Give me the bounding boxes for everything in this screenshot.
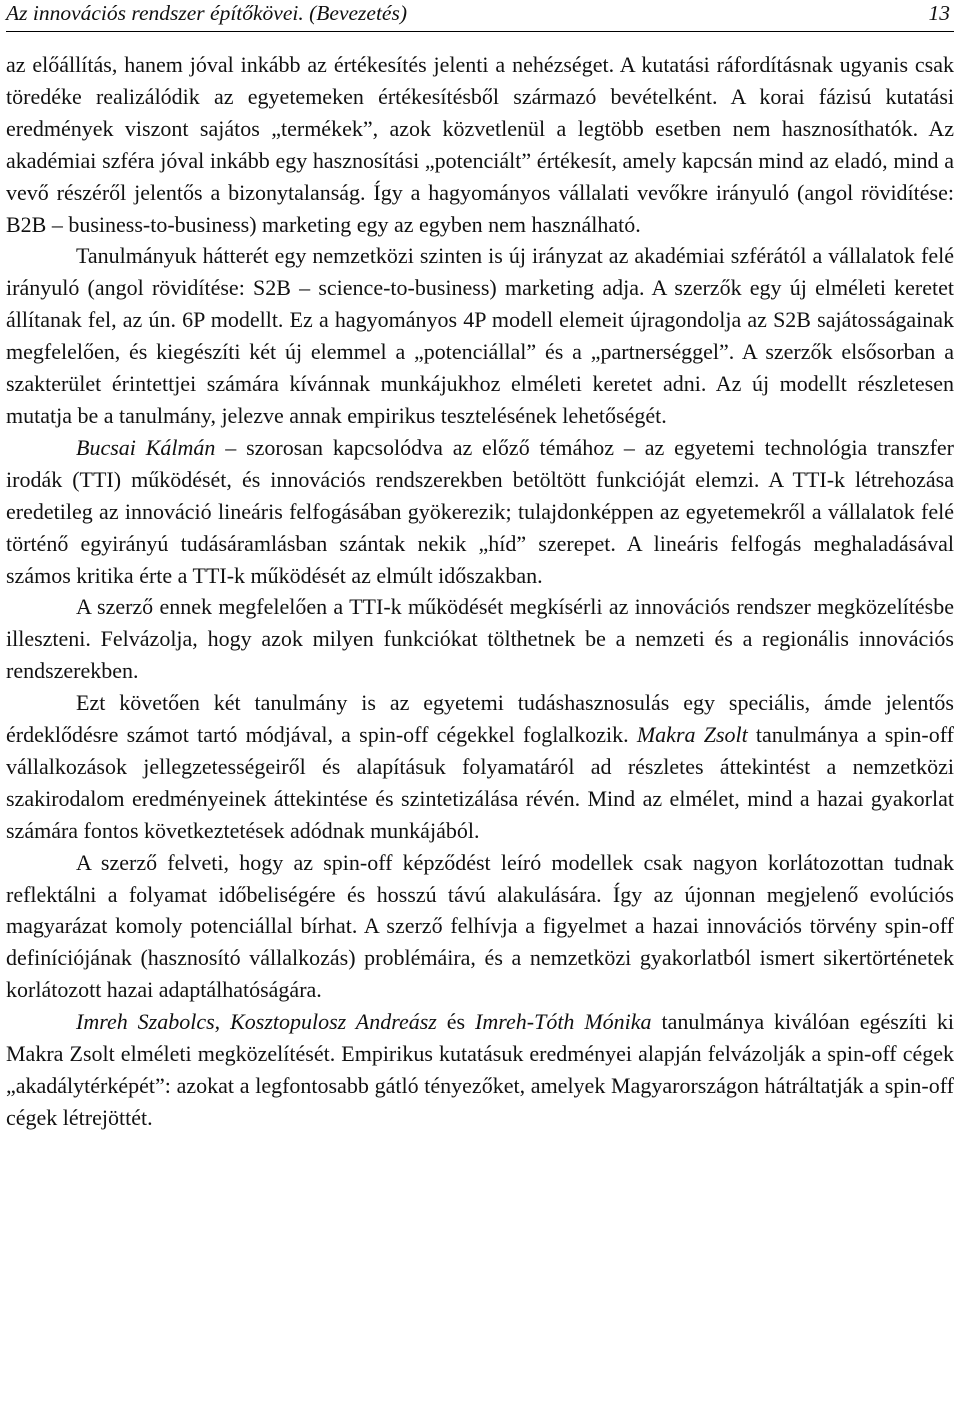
paragraph-text: A szerző felveti, hogy az spin-off képződést leíró modellek csak nagyon korlátozottan tudnak reflektálni a folyamat időbeliségére és hosszú távú alakulására. Így az újonnan megjelenő evolúciós magyarázat komoly potenciállal bírhat. A szerző felhívja a figyelmet a hazai innovációs törvény spin-off definíciójának (hasznosító vállalkozás) problémáira, és a nemzetközi gyakorlatból ismert sikertörténetek korlátozott hazai adaptálhatóságára. bbox=[6, 849, 954, 1003]
page-number: 13 bbox=[928, 1, 950, 25]
paragraph-7 bbox=[6, 1006, 954, 1134]
paragraph-2 bbox=[6, 240, 954, 431]
author-name: Makra Zsolt bbox=[636, 722, 748, 748]
author-name: Kosztopulosz Andreász bbox=[230, 1009, 437, 1035]
running-header bbox=[6, 0, 954, 32]
document-page bbox=[6, 0, 954, 1134]
author-name: Imreh Szabolcs bbox=[76, 1009, 215, 1035]
paragraph-text: tanulmánya kiválóan egészíti ki Makra Zsolt elméleti megközelítését. Empirikus kutatásuk eredményei alapján felvázolják a spin-off cégek „akadálytérképét”: azokat a legfontosabb gátló tényezőket, amelyek Magyarországon hátráltatják a spin-off cégek létrejöttét. bbox=[6, 1009, 954, 1130]
paragraph-text: tanulmánya a spin-off vállalkozások jellegzetességeiről és alapításuk folyamatáról ad részletes áttekintést a nemzetközi szakirodalom eredményeinek áttekintése és szintetizálása révén. Mind az elmélet, mind a hazai gyakorlat számára fontos következtetések adódnak munkájából. bbox=[6, 722, 954, 843]
author-name: Bucsai Kálmán bbox=[76, 434, 216, 460]
paragraph-text: A szerző ennek megfelelően a TTI-k működését megkísérli az innovációs rendszer megközelítésbe illeszteni. Felvázolja, hogy azok milyen funkciókat tölthetnek be a nemzeti és a regionális innovációs rendszerekben. bbox=[6, 594, 954, 684]
paragraph-4 bbox=[6, 591, 954, 687]
body-text bbox=[6, 49, 954, 1134]
author-name: Imreh-Tóth Mónika bbox=[475, 1009, 652, 1035]
paragraph-6 bbox=[6, 847, 954, 1007]
paragraph-text: – szorosan kapcsolódva az előző témához – az egyetemi technológia transzfer irodák (TTI) működését, és innovációs rendszerekben betöltött funkcióját elemzi. A TTI-k létrehozása eredetileg az innováció lineáris felfogásában gyökerezik; tulajdonképpen az egyetemekről a vállalatok felé történő egyirányú tudásáramlásban szántak nekik „híd” szerepet. A lineáris felfogás meghaladásával számos kritika érte a TTI-k működését az elmúlt időszakban. bbox=[6, 434, 954, 588]
separator-text: , bbox=[214, 1009, 231, 1035]
separator-text: és bbox=[436, 1009, 476, 1035]
paragraph-1 bbox=[6, 49, 954, 240]
paragraph-text: Ezt követően két tanulmány is az egyetemi tudáshasznosulás egy speciális, ámde jelentős érdeklődésre számot tartó módjával, a spin-off cégekkel foglalkozik. bbox=[6, 690, 954, 748]
paragraph-5 bbox=[6, 687, 954, 847]
paragraph-text: Tanulmányuk hátterét egy nemzetközi szinten is új irányzat az akadémiai szférától a vállalatok felé irányuló (angol rövidítése: S2B – science-to-business) marketing adja. A szerzők egy új elméleti keretet állítanak fel, az ún. 6P modellt. Ez a hagyományos 4P modell elemeit újragondolja az S2B sajátosságainak megfelelően, és kiegészíti két új elemmel a „potenciállal” és a „partnerséggel”. A szerzők elsősorban a szakterület érintettjei számára kívánnak munkájukhoz elméleti keretet adni. Az új modellt részletesen mutatja be a tanulmány, jelezve annak empirikus tesztelésének lehetőségét. bbox=[6, 243, 954, 428]
paragraph-3 bbox=[6, 432, 954, 592]
header-title: Az innovációs rendszer építőkövei. (Bevezetés) bbox=[6, 1, 407, 25]
paragraph-text: az előállítás, hanem jóval inkább az értékesítés jelenti a nehézséget. A kutatási ráfordításnak ugyanis csak töredéke realizálódik az egyetemeken értékesítésből származó bevételként. A korai fázisú kutatási eredmények viszont sajátos „termékek”, azok közvetlenül a legtöbb esetben nem hasznosíthatók. Az akadémiai szféra jóval inkább egy hasznosítási „potenciált” értékesít, amely kapcsán mind az eladó, mind a vevő részéről jelentős a bizonytalanság. Így a hagyományos vállalati vevőkre irányuló (angol rövidítése: B2B – business-to-business) marketing egy az egyben nem használható. bbox=[6, 52, 954, 237]
